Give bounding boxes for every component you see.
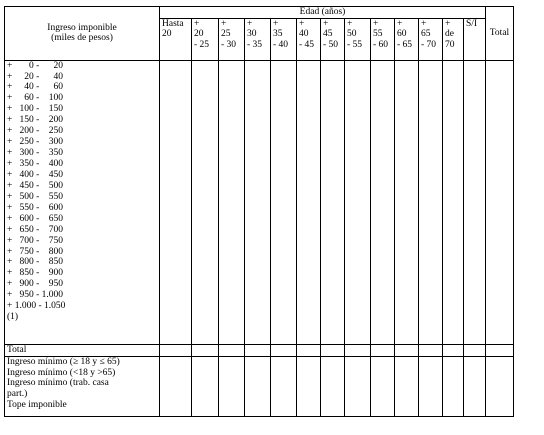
minimums-row [5, 356, 514, 416]
income-range: + 1.000 - 1.050 [7, 301, 66, 312]
data-cell [464, 60, 486, 344]
age-group-line1: + [397, 18, 403, 29]
minimums-cell [5, 356, 160, 416]
minimum-label: Ingreso mínimo (<18 y >65) [7, 367, 116, 378]
income-range: + 650 - 700 [7, 224, 64, 235]
data-cell [464, 344, 486, 356]
income-range: + 550 - 600 [7, 202, 64, 213]
age-group-line1: Hasta [162, 18, 184, 29]
data-cell [443, 60, 464, 344]
data-cell [271, 60, 297, 344]
age-group-line3: - 50 [323, 39, 339, 50]
total-column-header: Total [486, 7, 514, 61]
data-cell [245, 356, 271, 416]
data-cell [192, 60, 219, 344]
data-cell [486, 60, 514, 344]
income-range: + 150 - 200 [7, 115, 64, 126]
data-cell [443, 344, 464, 356]
data-cell [345, 60, 371, 344]
age-group-line2: 25 [221, 29, 231, 40]
data-cell [486, 356, 514, 416]
income-range: (1) [7, 312, 19, 323]
data-cell [192, 356, 219, 416]
age-group-line1: + [347, 18, 353, 29]
age-group-header [443, 18, 464, 60]
age-group-line2: 45 [323, 29, 333, 40]
data-cell [160, 60, 192, 344]
minimum-label: Tope imponible [7, 400, 67, 411]
income-range: + 300 - 350 [7, 148, 64, 159]
age-group-line3: 70 [445, 39, 455, 50]
edad-header: Edad (años) [160, 7, 486, 19]
age-group-header [321, 18, 345, 60]
age-group-line3: - 40 [273, 39, 289, 50]
age-group-header [419, 18, 443, 60]
age-group-line1: + [299, 18, 305, 29]
age-group-header [271, 18, 297, 60]
income-range: + 700 - 750 [7, 235, 64, 246]
data-cell [419, 344, 443, 356]
data-cell [395, 356, 419, 416]
age-group-line2: 40 [299, 29, 309, 40]
age-group-line1: + [221, 18, 227, 29]
data-cell [419, 356, 443, 416]
header-row-top [5, 7, 514, 19]
age-group-line2: 55 [373, 29, 383, 40]
age-group-line1: + [194, 18, 200, 29]
age-group-line1: + [421, 18, 427, 29]
data-cell [219, 356, 245, 416]
age-group-line2: 30 [247, 29, 257, 40]
age-group-line2: de [445, 29, 454, 40]
data-cell [371, 344, 395, 356]
income-range: + 800 - 850 [7, 257, 64, 268]
income-range: + 450 - 500 [7, 180, 64, 191]
age-group-line1: + [373, 18, 379, 29]
data-cell [297, 344, 321, 356]
data-cell [219, 344, 245, 356]
income-range: + 500 - 550 [7, 191, 64, 202]
income-range: + 100 - 150 [7, 104, 64, 115]
income-range: + 950 - 1.000 [7, 290, 64, 301]
ingreso-header-line1: Ingreso imponible [47, 22, 117, 33]
age-group-line2: 20 [162, 29, 172, 40]
income-range: + 850 - 900 [7, 268, 64, 279]
total-row-label: Total [5, 344, 160, 356]
data-cell [321, 356, 345, 416]
age-group-line3: - 60 [373, 39, 389, 50]
data-cell [419, 60, 443, 344]
age-group-line1: + [445, 18, 451, 29]
data-cell [297, 356, 321, 416]
data-cell [345, 344, 371, 356]
minimum-label: Ingreso mínimo (trab. casa [7, 378, 109, 389]
data-cell [271, 356, 297, 416]
total-row [5, 344, 514, 356]
age-group-line1: + [273, 18, 279, 29]
income-range: + 20 - 40 [7, 71, 64, 82]
minimum-label: Ingreso mínimo (≥ 18 y ≤ 65) [7, 356, 120, 367]
income-range: + 750 - 800 [7, 246, 64, 257]
age-group-line3: - 25 [194, 39, 210, 50]
age-group-line2: 20 [194, 29, 204, 40]
age-group-line3: - 70 [421, 39, 437, 50]
age-group-line1: + [323, 18, 329, 29]
data-cell [192, 344, 219, 356]
data-cell [321, 344, 345, 356]
age-group-header [219, 18, 245, 60]
st-header: S/I [464, 18, 486, 60]
age-group-line3: - 55 [347, 39, 363, 50]
age-group-line2: 50 [347, 29, 357, 40]
age-group-header [160, 18, 192, 60]
data-cell [160, 356, 192, 416]
data-cell [395, 60, 419, 344]
income-range: + 200 - 250 [7, 126, 64, 137]
income-ranges-cell [5, 60, 160, 344]
data-cell [464, 356, 486, 416]
income-range: + 250 - 300 [7, 137, 64, 148]
income-range: + 40 - 60 [7, 82, 64, 93]
data-cell [345, 356, 371, 416]
income-range: + 0 - 20 [7, 60, 64, 71]
income-range: + 60 - 100 [7, 93, 64, 104]
range-row [5, 60, 514, 344]
data-cell [486, 344, 514, 356]
data-cell [371, 60, 395, 344]
data-cell [297, 60, 321, 344]
age-group-header [245, 18, 271, 60]
minimum-label: part.) [7, 389, 28, 400]
data-cell [395, 344, 419, 356]
data-cell [160, 344, 192, 356]
data-cell [271, 344, 297, 356]
income-range: + 900 - 950 [7, 279, 64, 290]
data-cell [443, 356, 464, 416]
age-group-header [345, 18, 371, 60]
data-cell [321, 60, 345, 344]
income-range: + 400 - 450 [7, 169, 64, 180]
data-cell [219, 60, 245, 344]
income-age-table [4, 6, 514, 417]
age-group-line2: 65 [421, 29, 431, 40]
age-group-line1: + [247, 18, 253, 29]
data-cell [245, 60, 271, 344]
income-range: + 350 - 400 [7, 159, 64, 170]
age-group-header [297, 18, 321, 60]
income-range: + 600 - 650 [7, 213, 64, 224]
age-group-header [371, 18, 395, 60]
data-cell [245, 344, 271, 356]
age-group-line2: 60 [397, 29, 407, 40]
age-group-header [395, 18, 419, 60]
age-group-line3: - 45 [299, 39, 315, 50]
age-group-line2: 35 [273, 29, 283, 40]
ingreso-header [5, 7, 160, 61]
age-group-line3: - 30 [221, 39, 237, 50]
age-group-header [192, 18, 219, 60]
age-group-line3: - 65 [397, 39, 413, 50]
data-cell [371, 356, 395, 416]
ingreso-header-line2: (miles de pesos) [51, 33, 113, 44]
age-group-line3: - 35 [247, 39, 263, 50]
